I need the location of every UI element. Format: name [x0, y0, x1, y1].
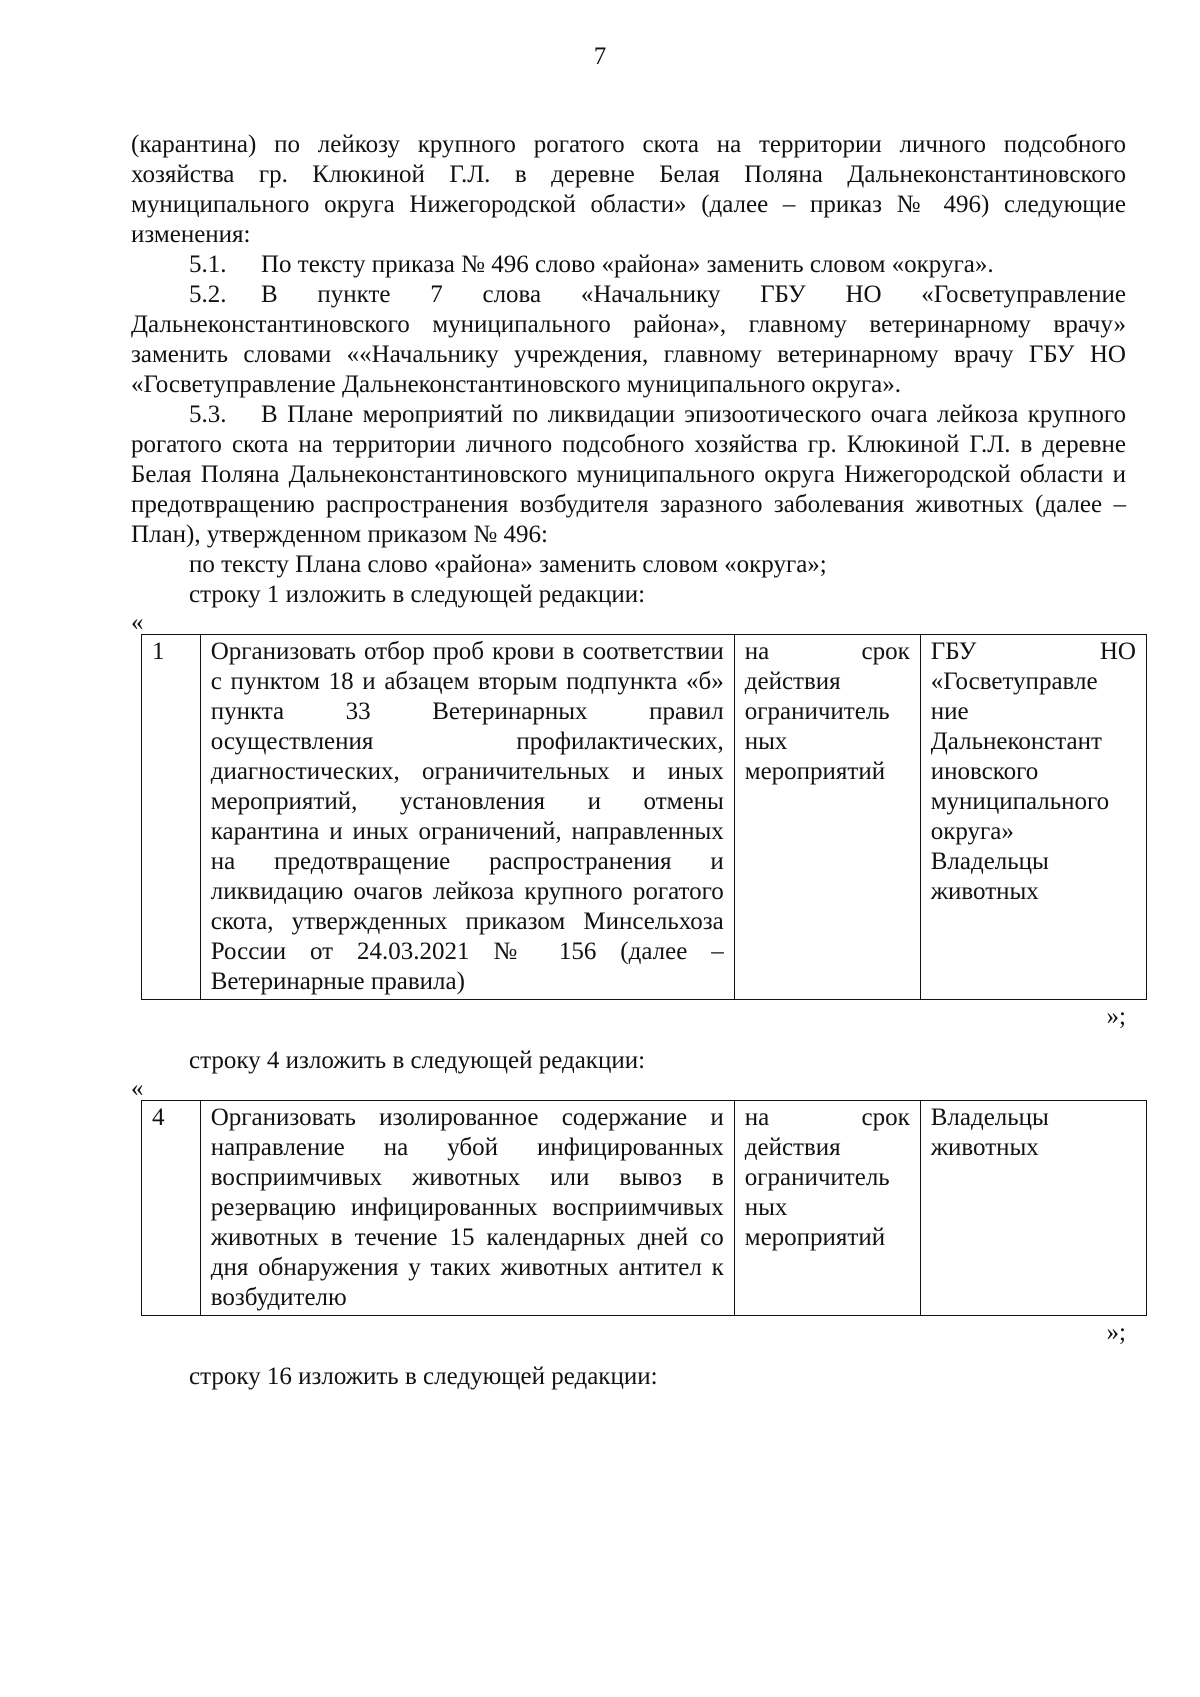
clause-text: По тексту приказа № 496 слово «района» заменить словом «округа». — [261, 251, 994, 278]
row-action: Организовать отбор проб крови в соответствии с пунктом 18 и абзацем вторым подпункта «б» пункта 33 Ветеринарных правил осуществления профилактических, диагностических, ограничительных и иных мероприятий, установления и отмены карантина и иных ограничений, направленных на предотвращение распространения и ликвидацию очагов лейкоза крупного рогатого скота, утвержденных приказом Минсельхоза России от 24.03.2021 № 156 (далее – Ветеринарные правила) — [200, 635, 734, 1000]
row-term: на срок действия ограничитель ных мероприятий — [734, 635, 920, 1000]
plan-table-row-1 — [141, 634, 1147, 1000]
quote-open: « — [131, 609, 144, 636]
clause-number: 5.3. — [189, 401, 227, 428]
paragraph-row-16-intro: строку 16 изложить в следующей редакции: — [189, 1363, 658, 1390]
quote-close: »; — [1106, 1319, 1126, 1346]
quote-open: « — [131, 1075, 144, 1102]
clause-text: В Плане мероприятий по ликвидации эпизоотического очага лейкоза крупного рогатого скота на территории личного подсобного хозяйства гр. Клюкиной Г.Л. в деревне Белая Поляна Дальнеконстантиновского муниципального округа Нижегородской области и предотвращению распространения возбудителя заразного заболевания животных (далее – План), утвержденном приказом № 496: — [131, 401, 1126, 548]
paragraph-plan-word: по тексту Плана слово «района» заменить словом «округа»; — [189, 551, 827, 578]
plan-table-row-4 — [141, 1100, 1147, 1316]
paragraph-row-1-intro: строку 1 изложить в следующей редакции: — [189, 581, 646, 608]
row-responsible: ГБУ НО «Госветуправле ние Дальнеконстант иновского муниципального округа» Владельцы животных — [920, 635, 1146, 1000]
row-responsible: Владельцы животных — [920, 1101, 1146, 1316]
clause-text: В пункте 7 слова «Начальнику ГБУ НО «Госветуправление Дальнеконстантиновского муниципального района», главному ветеринарному врачу» заменить словами ««Начальнику учреждения, главному ветеринарному врачу ГБУ НО «Госветуправление Дальнеконстантиновского муниципального округа». — [131, 281, 1126, 398]
clause-number: 5.2. — [189, 281, 227, 308]
row-term: на срок действия ограничитель ных мероприятий — [734, 1101, 920, 1316]
quote-close: »; — [1106, 1003, 1126, 1030]
row-number: 4 — [142, 1101, 201, 1316]
table-row — [142, 635, 1147, 1000]
row-number: 1 — [142, 635, 201, 1000]
page-number: 7 — [593, 43, 607, 70]
row-action: Организовать изолированное содержание и направление на убой инфицированных восприимчивых животных или вывоз в резервацию инфицированных восприимчивых животных в течение 15 календарных дней со дня обнаружения у таких животных антител к возбудителю — [200, 1101, 734, 1316]
clause-number: 5.1. — [189, 251, 227, 278]
document-body — [131, 130, 1136, 1392]
paragraph-5-1 — [131, 250, 1126, 280]
paragraph-5-2 — [131, 280, 1126, 400]
paragraph-intro: (карантина) по лейкозу крупного рогатого скота на территории личного подсобного хозяйства гр. Клюкиной Г.Л. в деревне Белая Поляна Дальнеконстантиновского муниципального округа Нижегородской области» (далее – приказ № 496) следующие изменения: — [131, 131, 1126, 248]
table-row — [142, 1101, 1147, 1316]
paragraph-5-3 — [131, 400, 1126, 550]
paragraph-row-4-intro: строку 4 изложить в следующей редакции: — [189, 1047, 646, 1074]
